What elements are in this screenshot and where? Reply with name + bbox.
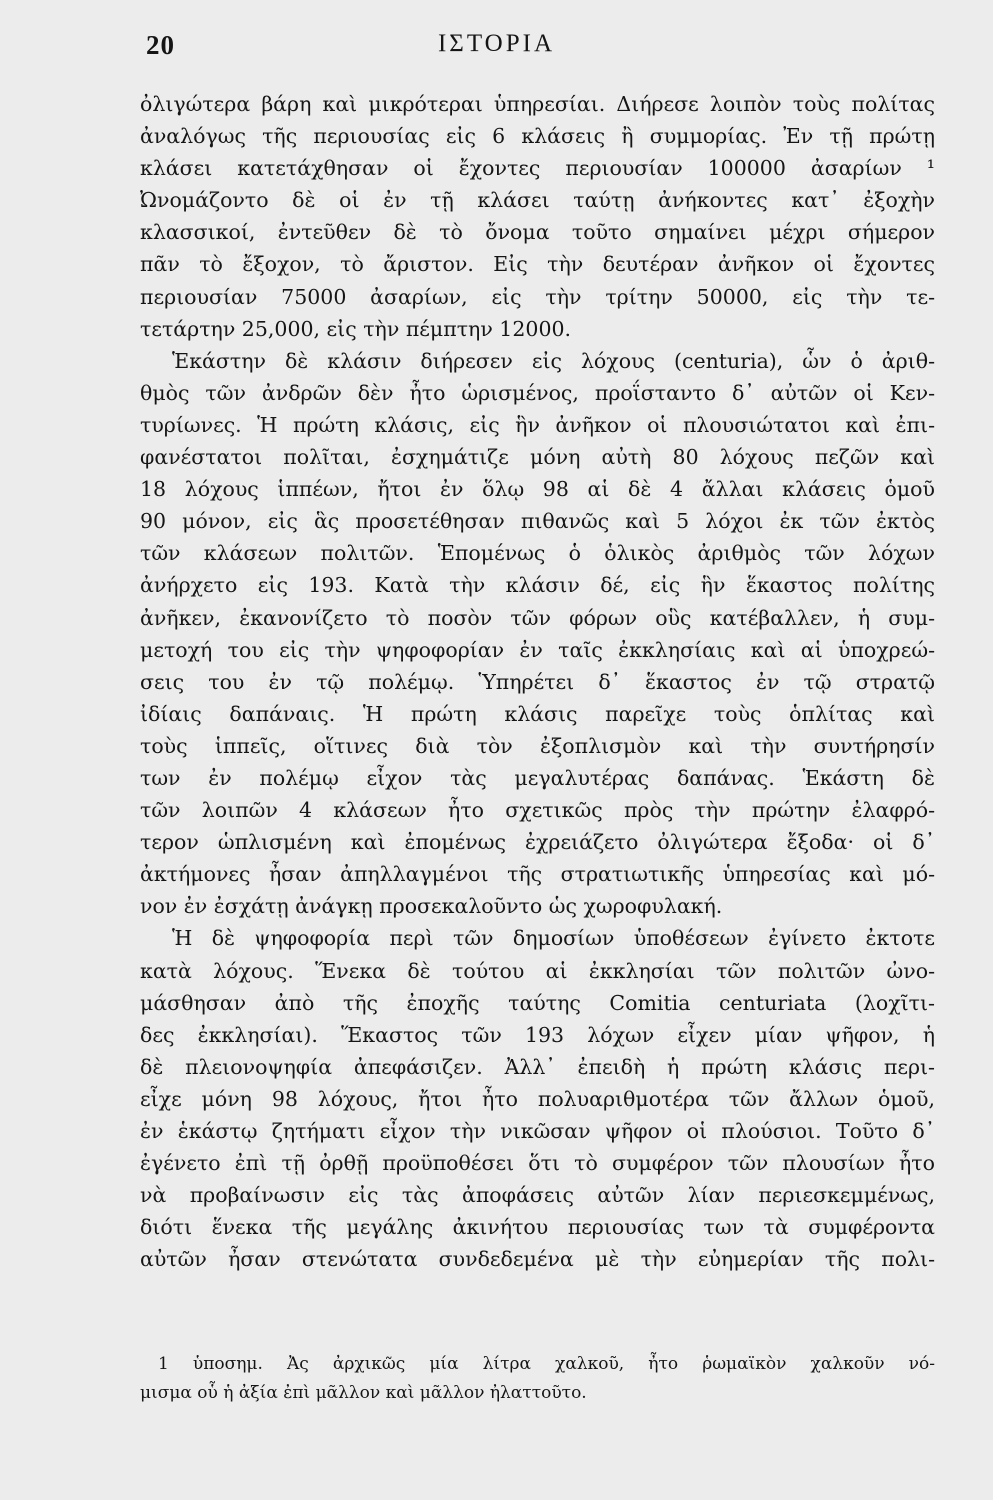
text-line: ἐν ἑκάστῳ ζητήματι εἶχον τὴν νικῶσαν ψῆφον οἱ πλούσιοι. Τοῦτο δ᾽ bbox=[140, 1119, 935, 1143]
text-line: τετάρτην 25,000, εἰς τὴν πέμπτην 12000. bbox=[140, 316, 572, 341]
text-line: τῶν κλάσεων πολιτῶν. Ἑπομένως ὁ ὁλικὸς ἀριθμὸς τῶν λόχων bbox=[140, 541, 935, 566]
text-line: μετοχή του εἰς τὴν ψηφοφορίαν ἐν ταῖς ἐκκλησίαις καὶ αἱ ὑποχρεώ- bbox=[140, 637, 935, 662]
text-line: δες ἐκκλησίαι). Ἕκαστος τῶν 193 λόχων εἶχεν μίαν ψῆφον, ἡ bbox=[140, 1022, 935, 1047]
text-line: μάσθησαν ἀπὸ τῆς ἐποχῆς ταύτης Comitia centuriata (λοχῖτι- bbox=[140, 990, 935, 1015]
text-line: Ἑκάστην δὲ κλάσιν διήρεσεν εἰς λόχους (centuria), ὧν ὁ ἀριθ- bbox=[172, 348, 935, 373]
text-line: 18 λόχους ἱππέων, ἤτοι ἐν ὅλῳ 98 αἱ δὲ 4 ἄλλαι κλάσεις ὁμοῦ bbox=[140, 477, 935, 502]
text-line: τερον ὡπλισμένη καὶ ἐπομένως ἐχρειάζετο ὀλιγώτερα ἔξοδα· οἱ δ᾽ bbox=[140, 830, 935, 855]
footnote-line: μισμα οὗ ἡ ἀξία ἐπὶ μᾶλλον καὶ μᾶλλον ἠλαττοῦτο. bbox=[140, 1383, 587, 1403]
text-line: Ἡ δὲ ψηφοφορία περὶ τῶν δημοσίων ὑποθέσεων ἐγίνετο ἐκτοτε bbox=[172, 926, 935, 951]
text-line: δὲ πλειονοψηφία ἀπεφάσιζεν. Ἀλλ᾽ ἐπειδὴ ἡ πρώτη κλάσις περι- bbox=[140, 1054, 935, 1079]
text-line: κατὰ λόχους. Ἕνεκα δὲ τούτου αἱ ἐκκλησίαι τῶν πολιτῶν ὠνο- bbox=[140, 958, 935, 983]
text-line: ἰδίαις δαπάναις. Ἡ πρώτη κλάσις παρεῖχε τοὺς ὁπλίτας καὶ bbox=[140, 701, 935, 726]
running-head: ΙΣΤΟΡΙΑ bbox=[437, 30, 556, 57]
text-line: νον ἐν ἐσχάτῃ ἀνάγκῃ προσεκαλοῦντο ὡς χωροφυλακή. bbox=[140, 894, 723, 919]
text-line: περιουσίαν 75000 ἀσαρίων, εἰς τὴν τρίτην 50000, εἰς τὴν τε- bbox=[140, 284, 935, 309]
page-number: 20 bbox=[146, 30, 175, 60]
text-line: σεις του ἐν τῷ πολέμῳ. Ὑπηρέτει δ᾽ ἕκαστος ἐν τῷ στρατῷ bbox=[140, 669, 935, 694]
text-line: κλασσικοί, ἐντεῦθεν δὲ τὸ ὄνομα τοῦτο σημαίνει μέχρι σήμερον bbox=[140, 220, 935, 245]
footnotes bbox=[140, 1350, 935, 1408]
footnote-line: 1 ὑποσημ. Ἀς ἀρχικῶς μία λίτρα χαλκοῦ, ἦτο ῥωμαϊκὸν χαλκοῦν νό- bbox=[158, 1354, 935, 1374]
text-line: εἶχε μόνη 98 λόχους, ἤτοι ἦτο πολυαριθμοτέρα τῶν ἄλλων ὁμοῦ, bbox=[140, 1086, 935, 1111]
text-line: πᾶν τὸ ἔξοχον, τὸ ἄριστον. Εἰς τὴν δευτέραν ἀνῆκον οἱ ἔχοντες bbox=[140, 252, 935, 277]
text-line: τοὺς ἱππεῖς, οἵτινες διὰ τὸν ἐξοπλισμὸν καὶ τὴν συντήρησίν bbox=[140, 733, 935, 758]
body-text bbox=[140, 88, 935, 1275]
text-line: ἀνῆκεν, ἐκανονίζετο τὸ ποσὸν τῶν φόρων οὓς κατέβαλλεν, ἡ συμ- bbox=[140, 605, 935, 630]
text-line: ἀνήρχετο εἰς 193. Κατὰ τὴν κλάσιν δέ, εἰς ἣν ἕκαστος πολίτης bbox=[140, 573, 935, 598]
text-line: ὀλιγώτερα βάρη καὶ μικρότεραι ὑπηρεσίαι. Διήρεσε λοιπὸν τοὺς πολίτας bbox=[140, 92, 935, 116]
text-line: Ὠνομάζοντο δὲ οἱ ἐν τῇ κλάσει ταύτῃ ἀνήκοντες κατ᾽ ἐξοχὴν bbox=[140, 188, 935, 213]
text-line: τῶν λοιπῶν 4 κλάσεων ἦτο σχετικῶς πρὸς τὴν πρώτην ἐλαφρό- bbox=[140, 798, 935, 823]
text-line: θμὸς τῶν ἀνδρῶν δὲν ἦτο ὡρισμένος, προΐσταντο δ᾽ αὐτῶν οἱ Κεν- bbox=[140, 380, 935, 405]
text-line: των ἐν πολέμῳ εἶχον τὰς μεγαλυτέρας δαπάνας. Ἑκάστη δὲ bbox=[140, 765, 935, 790]
text-line: ἀκτήμονες ἦσαν ἀπηλλαγμένοι τῆς στρατιωτικῆς ὑπηρεσίας καὶ μό- bbox=[140, 862, 935, 887]
text-line: αὐτῶν ἦσαν στενώτατα συνδεδεμένα μὲ τὴν εὐημερίαν τῆς πολι- bbox=[140, 1247, 935, 1272]
text-line: διότι ἕνεκα τῆς μεγάλης ἀκινήτου περιουσίας των τὰ συμφέροντα bbox=[140, 1215, 935, 1240]
text-line: τυρίωνες. Ἡ πρώτη κλάσις, εἰς ἣν ἀνῆκον οἱ πλουσιώτατοι καὶ ἐπι- bbox=[140, 412, 935, 437]
page-header bbox=[0, 30, 993, 70]
text-line: 90 μόνον, εἰς ἃς προσετέθησαν πιθανῶς καὶ 5 λόχοι ἐκ τῶν ἐκτὸς bbox=[140, 509, 935, 534]
text-line: κλάσει κατετάχθησαν οἱ ἔχοντες περιουσίαν 100000 ἀσαρίων ¹ bbox=[140, 156, 935, 181]
text-line: φανέστατοι πολῖται, ἐσχημάτιζε μόνη αὐτὴ 80 λόχους πεζῶν καὶ bbox=[140, 445, 935, 470]
text-line: νὰ προβαίνωσιν εἰς τὰς ἀποφάσεις αὐτῶν λίαν περιεσκεμμένως, bbox=[140, 1183, 935, 1208]
text-line: ἐγένετο ἐπὶ τῇ ὀρθῇ προϋποθέσει ὅτι τὸ συμφέρον τῶν πλουσίων ἦτο bbox=[140, 1151, 935, 1176]
text-line: ἀναλόγως τῆς περιουσίας εἰς 6 κλάσεις ἢ συμμορίας. Ἐν τῇ πρώτῃ bbox=[140, 124, 935, 149]
